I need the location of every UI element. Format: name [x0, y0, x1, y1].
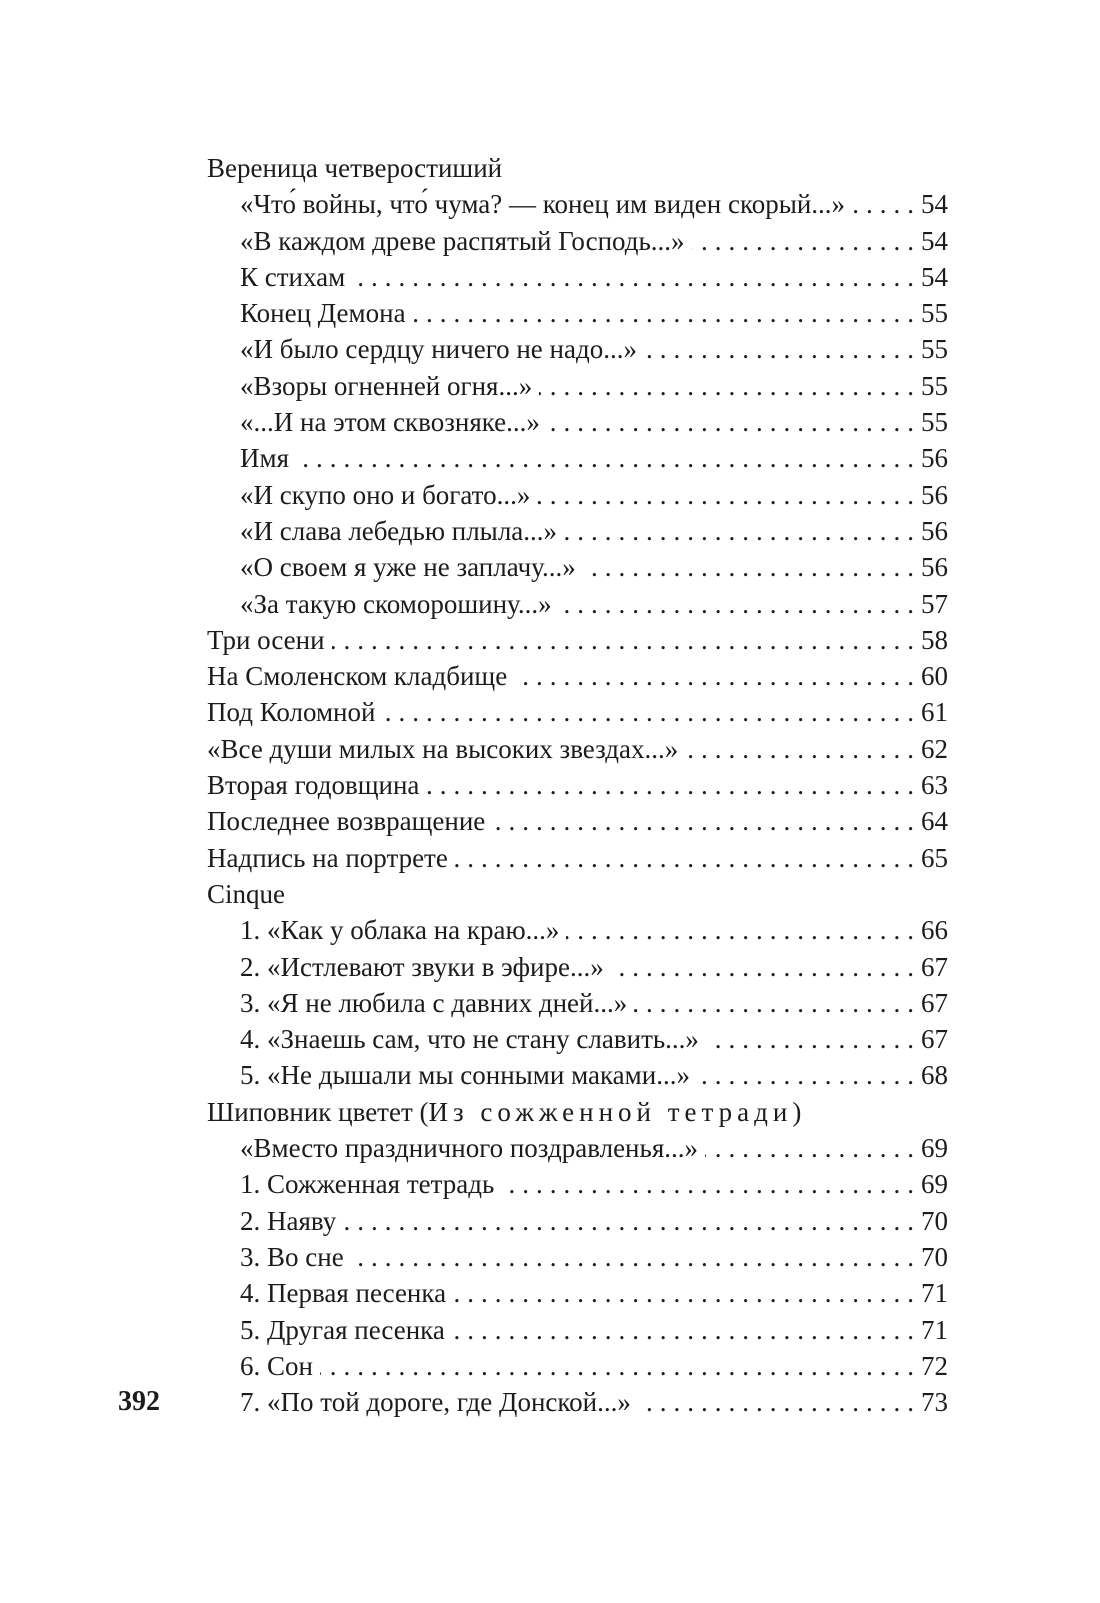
toc-entry — [207, 404, 948, 440]
dot-leader — [492, 803, 921, 839]
toc-entry — [207, 840, 948, 876]
toc-entry — [207, 1021, 948, 1057]
toc-entry-title: «Все души милых на высоких звездах...» — [207, 733, 679, 764]
dot-leader — [426, 767, 921, 803]
toc-entry-title: Cinque — [207, 878, 285, 909]
toc-entry-title: Три осени — [207, 624, 325, 655]
toc-entry — [207, 223, 948, 259]
toc-entry — [207, 1094, 948, 1130]
dot-leader — [413, 295, 921, 331]
toc-entry-page: 69 — [921, 1133, 948, 1164]
toc-entry — [207, 1239, 948, 1275]
dot-leader — [332, 622, 921, 658]
toc-entry — [207, 331, 948, 367]
toc-entry — [207, 186, 948, 222]
toc-entry — [207, 985, 948, 1021]
dot-leader — [296, 440, 921, 476]
dot-leader — [692, 223, 921, 259]
toc-entry-page: 58 — [921, 624, 948, 655]
toc-entry — [207, 1384, 948, 1420]
toc-entry-page: 72 — [921, 1350, 948, 1381]
dot-leader — [455, 840, 921, 876]
toc-entry — [207, 259, 948, 295]
toc-entry — [207, 1203, 948, 1239]
toc-entry-title: «И было сердцу ничего не надо...» — [240, 334, 637, 365]
toc-entry-page: 55 — [921, 298, 948, 329]
dot-leader — [611, 949, 921, 985]
toc-entry — [207, 440, 948, 476]
toc-entry-title: 5. Другая песенка — [240, 1314, 445, 1345]
dot-leader — [320, 1348, 921, 1384]
toc-entry-page: 55 — [921, 334, 948, 365]
dot-leader — [351, 1239, 921, 1275]
toc-list — [207, 150, 948, 1420]
toc-entry-page: 66 — [921, 915, 948, 946]
toc-entry — [207, 295, 948, 331]
toc-entry-page: 56 — [921, 443, 948, 474]
toc-entry-title: На Смоленском кладбище — [207, 661, 508, 692]
toc-entry-page: 56 — [921, 515, 948, 546]
toc-entry-title: «Вместо праздничного поздравленья...» — [240, 1133, 698, 1164]
dot-leader — [547, 404, 921, 440]
dot-leader — [564, 513, 921, 549]
dot-leader — [685, 731, 921, 767]
toc-entry-title: 4. «Знаешь сам, что не стану славить...» — [240, 1024, 699, 1055]
dot-leader — [706, 1021, 921, 1057]
toc-entry-page: 54 — [921, 225, 948, 256]
toc-entry — [207, 731, 948, 767]
dot-leader — [559, 586, 921, 622]
toc-entry — [207, 949, 948, 985]
dot-leader — [514, 658, 921, 694]
dot-leader — [638, 1384, 921, 1420]
toc-entry-title: 3. «Я не любила с давних дней...» — [240, 987, 628, 1018]
toc-entry-title: «Взоры огненней огня...» — [240, 370, 533, 401]
dot-leader — [697, 1057, 921, 1093]
toc-entry-title: «И слава лебедью плыла...» — [240, 515, 558, 546]
toc-entry-page: 62 — [921, 733, 948, 764]
toc-entry-page: 54 — [921, 189, 948, 220]
toc-entry-title: Шиповник цветет (Из сожженной тетради) — [207, 1096, 802, 1127]
toc-entry — [207, 658, 948, 694]
toc-entry — [207, 912, 948, 948]
toc-entry — [207, 150, 948, 186]
toc-entry-title: «...И на этом сквозняке...» — [240, 407, 540, 438]
dot-leader — [566, 912, 921, 948]
toc-entry — [207, 549, 948, 585]
toc-entry — [207, 477, 948, 513]
toc-entry-title: 7. «По той дороге, где Донской...» — [240, 1387, 631, 1418]
toc-entry-page: 56 — [921, 479, 948, 510]
toc-entry-title: Надпись на портрете — [207, 842, 448, 873]
dot-leader — [501, 1166, 921, 1202]
toc-entry-page: 70 — [921, 1205, 948, 1236]
toc-entry-title: «О своем я уже не заплачу...» — [240, 552, 576, 583]
toc-entry-page: 67 — [921, 987, 948, 1018]
dot-leader — [539, 368, 921, 404]
toc-entry-page: 64 — [921, 806, 948, 837]
toc-entry-title: «В каждом древе распятый Господь...» — [240, 225, 685, 256]
toc-entry-title: Вторая годовщина — [207, 770, 420, 801]
toc-entry — [207, 1348, 948, 1384]
toc-entry — [207, 1057, 948, 1093]
toc-entry-page: 55 — [921, 370, 948, 401]
dot-leader — [352, 259, 921, 295]
toc-entry — [207, 767, 948, 803]
dot-leader — [382, 694, 921, 730]
toc-entry-page: 67 — [921, 951, 948, 982]
dot-leader — [705, 1130, 921, 1166]
toc-entry-title: К стихам — [240, 261, 346, 292]
toc-entry — [207, 368, 948, 404]
toc-entry-title: 3. Во сне — [240, 1241, 344, 1272]
toc-entry-title: 5. «Не дышали мы сонными маками...» — [240, 1060, 690, 1091]
toc-entry-title: Имя — [240, 443, 290, 474]
toc-entry-title: «И скупо оно и богато...» — [240, 479, 531, 510]
toc-entry-page: 68 — [921, 1060, 948, 1091]
toc-entry-title: 2. «Истлевают звуки в эфире...» — [240, 951, 604, 982]
toc-entry-title: 1. «Как у облака на краю...» — [240, 915, 560, 946]
dot-leader — [644, 331, 921, 367]
dot-leader — [583, 549, 921, 585]
toc-entry-page: 65 — [921, 842, 948, 873]
toc-entry — [207, 1312, 948, 1348]
toc-entry-title: Конец Демона — [240, 298, 406, 329]
toc-entry — [207, 694, 948, 730]
toc-entry — [207, 1275, 948, 1311]
toc-entry-title: 6. Сон — [240, 1350, 313, 1381]
toc-entry — [207, 513, 948, 549]
dot-leader — [634, 985, 921, 1021]
toc-entry — [207, 1130, 948, 1166]
toc-entry — [207, 876, 948, 912]
toc-entry-page: 73 — [921, 1387, 948, 1418]
toc-entry-page: 67 — [921, 1024, 948, 1055]
toc-entry-title: 1. Сожженная тетрадь — [240, 1169, 495, 1200]
folio-page-number: 392 — [118, 1386, 160, 1417]
toc-entry-title: 2. Наяву — [240, 1205, 337, 1236]
toc-entry-title: Под Коломной — [207, 697, 376, 728]
dot-leader — [537, 477, 921, 513]
toc-entry-title: Последнее возвращение — [207, 806, 486, 837]
toc-entry-page: 57 — [921, 588, 948, 619]
toc-entry — [207, 622, 948, 658]
toc-entry-title: 4. Первая песенка — [240, 1278, 447, 1309]
toc-entry-title: Вереница четверостиший — [207, 153, 503, 183]
toc-entry-page: 56 — [921, 552, 948, 583]
toc-entry-page: 61 — [921, 697, 948, 728]
toc-entry-page: 69 — [921, 1169, 948, 1200]
toc-entry-page: 55 — [921, 407, 948, 438]
dot-leader — [453, 1275, 921, 1311]
toc-entry-title: «За такую скоморошину...» — [240, 588, 552, 619]
toc-entry — [207, 803, 948, 839]
toc-entry-page: 54 — [921, 261, 948, 292]
toc-entry-page: 71 — [921, 1314, 948, 1345]
toc-entry-page: 70 — [921, 1241, 948, 1272]
toc-entry — [207, 586, 948, 622]
dot-leader — [343, 1203, 921, 1239]
dot-leader — [452, 1312, 921, 1348]
toc-entry-page: 63 — [921, 770, 948, 801]
toc-entry-page: 71 — [921, 1278, 948, 1309]
toc-entry — [207, 1166, 948, 1202]
toc-entry-page: 60 — [921, 661, 948, 692]
dot-leader — [852, 186, 921, 222]
toc-entry-title: «Что́ войны, что́ чума? — конец им виден скорый...» — [240, 189, 846, 220]
